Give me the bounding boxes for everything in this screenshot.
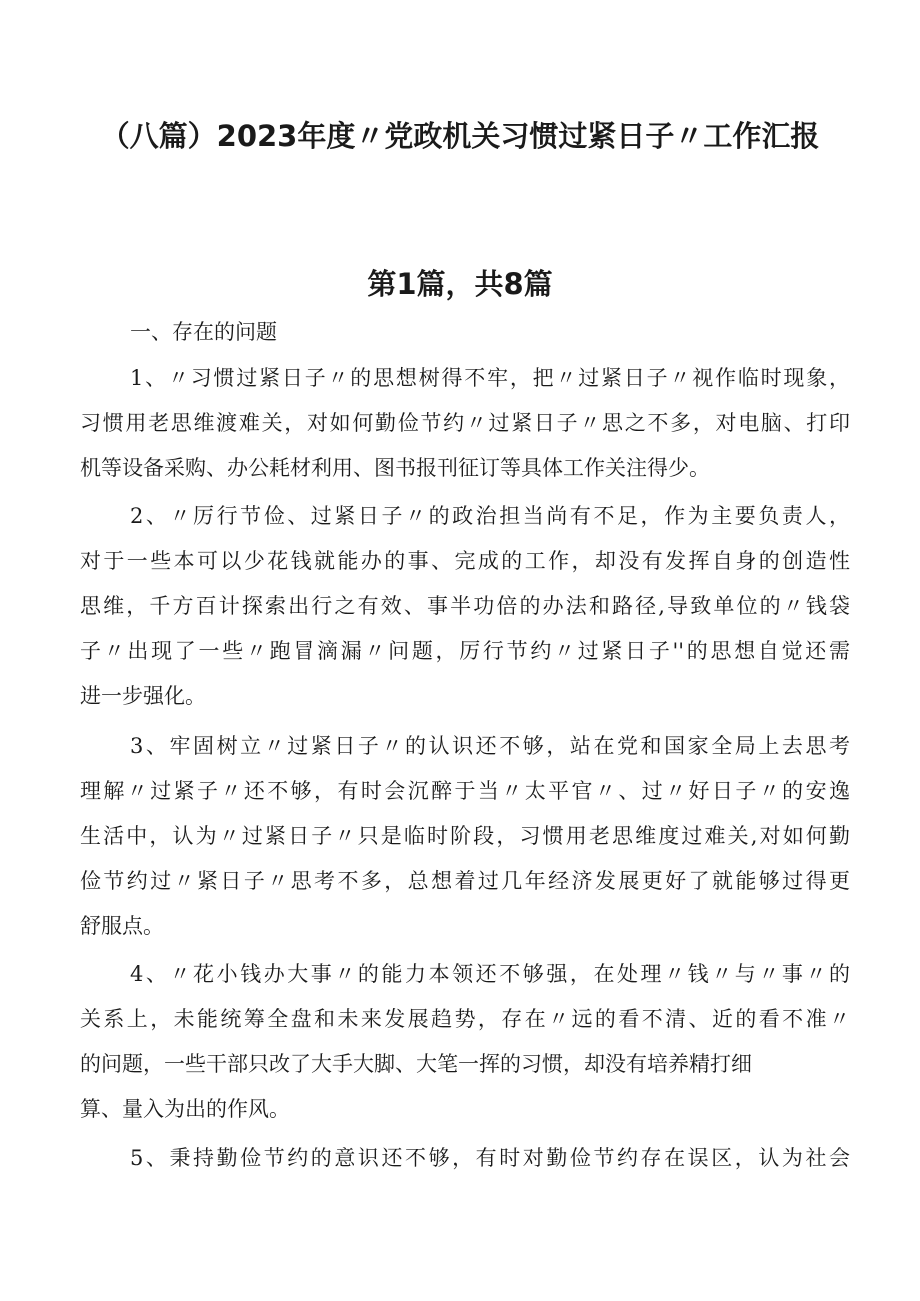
paragraph-line: 3、牢固树立〃过紧日子〃的认识还不够，站在党和国家全局上去思考: [130, 734, 850, 758]
paragraph-line: 4、〃花小钱办大事〃的能力本领还不够强，在处理〃钱〃与〃事〃的: [130, 962, 850, 986]
section-heading: 一、存在的问题: [130, 320, 277, 344]
paragraph-2: [80, 494, 850, 719]
paragraph-5: [80, 1136, 850, 1181]
paragraph-line: 机等设备采购、办公耗材利用、图书报刊征订等具体工作关注得少。: [80, 456, 710, 480]
paragraph-line: 思维，千方百计探索出行之有效、事半功倍的办法和路径,导致单位的〃钱袋: [80, 594, 850, 618]
document-title: [100, 112, 820, 160]
paragraph-line: 习惯用老思维渡难关，对如何勤俭节约〃过紧日子〃思之不多，对电脑、打印: [80, 411, 850, 435]
paragraph-line: 子〃出现了一些〃跑冒滴漏〃问题，厉行节约〃过紧日子''的思想自觉还需: [80, 639, 850, 663]
paragraph-3: [80, 724, 850, 949]
paragraph-line: 理解〃过紧子〃还不够，有时会沉醉于当〃太平官〃、过〃好日子〃的安逸: [80, 779, 850, 803]
paragraph-line: 关系上，未能统筹全盘和未来发展趋势，存在〃远的看不清、近的看不准〃: [80, 1007, 850, 1031]
paragraph-line: 对于一些本可以少花钱就能办的事、完成的工作，却没有发挥自身的创造性: [80, 549, 850, 573]
paragraph-4: [80, 952, 850, 1132]
paragraph-line: 2、〃厉行节俭、过紧日子〃的政治担当尚有不足，作为主要负责人，: [130, 504, 850, 528]
part-heading: 第1篇，共8篇: [367, 267, 553, 301]
paragraph-line: 算、量入为出的作风。: [80, 1097, 290, 1121]
paragraph-line: 俭节约过〃紧日子〃思考不多，总想着过几年经济发展更好了就能够过得更: [80, 869, 850, 893]
paragraph-1: [80, 356, 850, 491]
paragraph-line: 生活中，认为〃过紧日子〃只是临时阶段，习惯用老思维度过难关,对如何勤: [80, 824, 850, 848]
document-title-text: （八篇）2023年度〃党政机关习惯过紧日子〃工作汇报: [100, 119, 820, 153]
paragraph-line: 的问题，一些干部只改了大手大脚、大笔一挥的习惯，却没有培养精打细: [80, 1052, 752, 1076]
paragraph-line: 5、秉持勤俭节约的意识还不够，有时对勤俭节约存在误区，认为社会: [130, 1146, 850, 1170]
paragraph-line: 进一步强化。: [80, 684, 206, 708]
paragraph-line: 1、〃习惯过紧日子〃的思想树得不牢，把〃过紧日子〃视作临时现象，: [130, 366, 850, 390]
paragraph-line: 舒服点。: [80, 914, 164, 938]
